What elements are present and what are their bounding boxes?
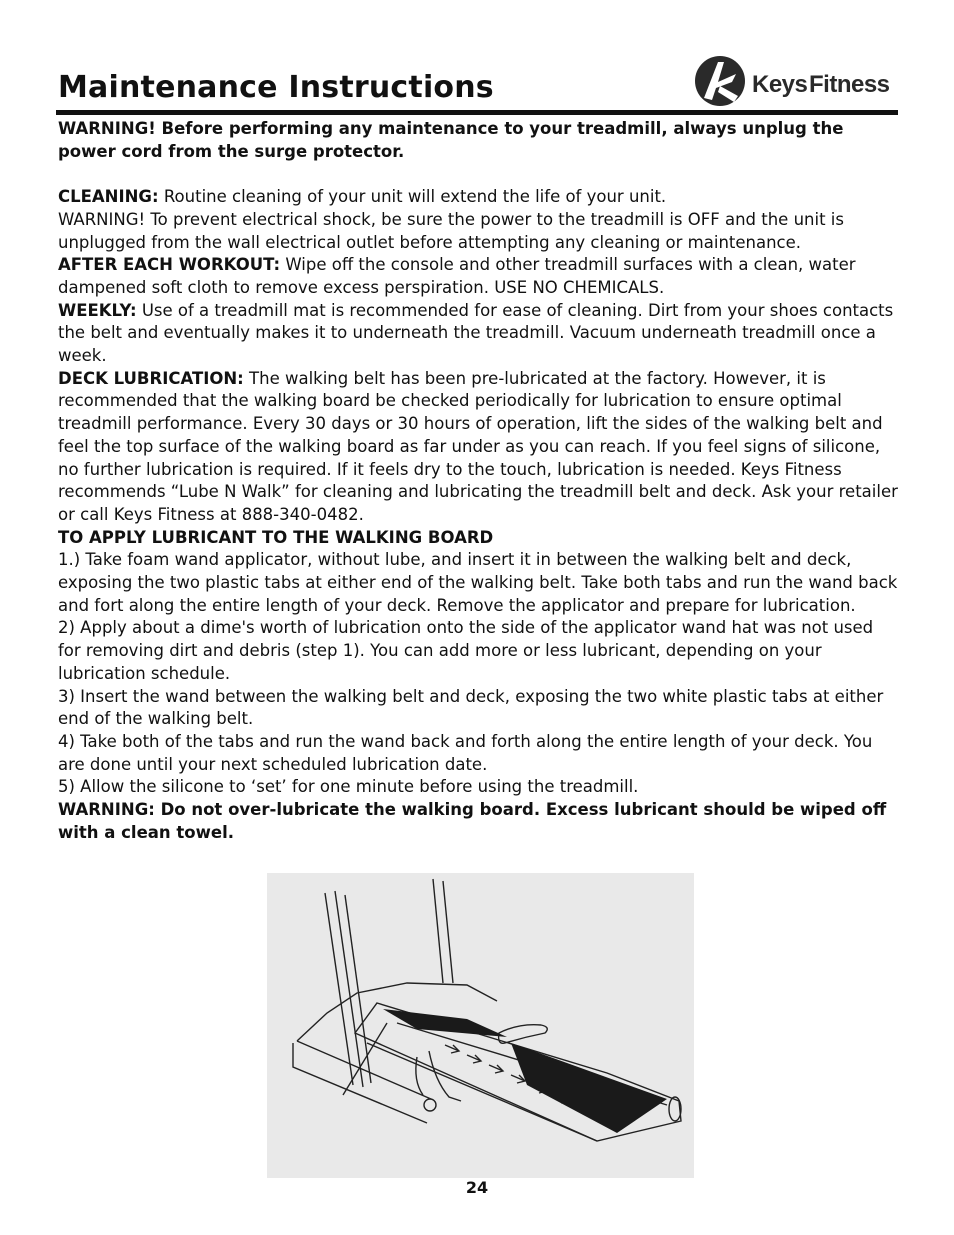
step-2: 2) Apply about a dime's worth of lubrication onto the side of the applicator wand hat was not used for removing dirt and debris (step 1). You can add more or less lubricant, depending on your lubrication schedule. [58,618,874,683]
deck-lubrication-paragraph: DECK LUBRICATION: The walking belt has been pre-lubricated at the factory. However, it is recommended that the walking board be checked periodically for lubrication to ensure optimal treadmill performance. Every 30 days or 30 hours of operation, lift the sides of the walking belt and feel the top surface of the walking board as far under as you can reach. If you feel signs of silicone, no further lubrication is required. If it feels dry to the touch, lubrication is needed. Keys Fitness recommends “Lube N Walk” for cleaning and lubricating the treadmill belt and deck. Ask your retailer or call Keys Fitness at 888-340-0482. [58,368,898,524]
logo-fitness-text: Fitness [809,71,890,98]
step-3: 3) Insert the wand between the walking belt and deck, exposing the two white plastic tabs at either end of the walking belt. [58,686,884,729]
weekly-paragraph: WEEKLY: Use of a treadmill mat is recommended for ease of cleaning. Dirt from your shoes contacts the belt and eventually makes it to underneath the treadmill. Vacuum underneath treadmill once a week. [58,300,894,366]
after-workout-paragraph: AFTER EACH WORKOUT: Wipe off the console and other treadmill surfaces with a clean, water dampened soft cloth to remove excess perspiration. USE NO CHEMICALS. [58,255,856,297]
cleaning-warning: WARNING! To prevent electrical shock, be sure the power to the treadmill is OFF and the unit is unplugged from the wall electrical outlet before attempting any cleaning or maintenance. [58,209,844,252]
step-1: 1.) Take foam wand applicator, without lube, and insert it in between the walking belt and deck, exposing the two plastic tabs at either end of the walking belt. Take both tabs and run the wand back and fort along the entire length of your deck. Remove the applicator and prepare for lubrication. [58,550,898,615]
keys-fitness-logo [694,52,900,110]
treadmill-lubrication-illustration [267,873,694,1178]
apply-heading: TO APPLY LUBRICANT TO THE WALKING BOARD [58,527,494,547]
top-warning: WARNING! Before performing any maintenance to your treadmill, always unplug the power cord from the surge protector. [58,119,844,161]
cleaning-paragraph: CLEANING: Routine cleaning of your unit will extend the life of your unit. [58,187,667,207]
step-4: 4) Take both of the tabs and run the wand back and forth along the entire length of your deck. You are done until your next scheduled lubrication date. [58,731,873,774]
step-5: 5) Allow the silicone to ‘set’ for one minute before using the treadmill. [58,777,639,797]
instructions-body [58,118,900,844]
bottom-warning: WARNING: Do not over-lubricate the walking board. Excess lubricant should be wiped off with a clean towel. [58,800,887,842]
page-title: Maintenance Instructions [58,70,494,105]
logo-keys-text: Keys [752,71,808,98]
header-rule [56,110,898,115]
page-number: 24 [465,1178,489,1197]
